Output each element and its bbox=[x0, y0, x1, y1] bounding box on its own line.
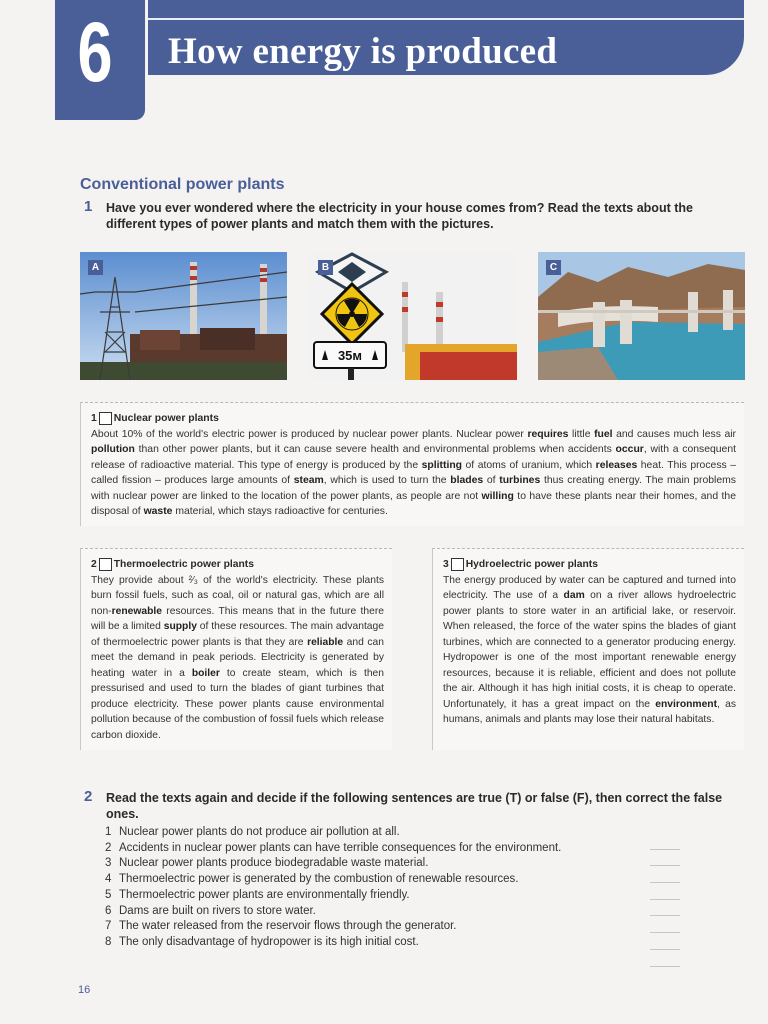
statement-item bbox=[105, 904, 561, 920]
hydro-text-1: The energy produced by water can be captured and turned into electricity. The use of a bbox=[443, 574, 736, 601]
statement-text: Dams are built on rivers to store water. bbox=[119, 904, 316, 917]
statement-item bbox=[105, 888, 561, 904]
nuclear-keyword-6: releases bbox=[595, 459, 638, 471]
thermo-text-2: resources. This means that in the future there will be a limited bbox=[91, 605, 384, 632]
thermo-text-3: of these resources. The main advantage of thermoelectric power plants is that they are bbox=[91, 621, 384, 648]
nuclear-text-9: of bbox=[483, 475, 500, 486]
sign-text: 35м bbox=[337, 348, 363, 363]
nuclear-text-2: little bbox=[568, 428, 595, 440]
thermo-keyword-3: reliable bbox=[307, 636, 344, 648]
hydro-text-2: on a river allows hydroelectric power plants to store water in an artificial lake, or reservoir. When released, the force of the water spins the blades of giant turbines, which are connected to a generator producing energy. Hydropower is one of the most important renewable energy resources, because it is reliable, efficient and does not pollute the air. Although it has high initial costs, it is cheap to operate. Unfortunately, it has a great impact on the bbox=[443, 590, 736, 710]
statement-list bbox=[105, 825, 561, 951]
hydro-number: 3 bbox=[443, 559, 449, 570]
answer-line[interactable] bbox=[650, 850, 680, 867]
hydro-body bbox=[443, 573, 736, 728]
nuclear-title-row bbox=[91, 411, 736, 427]
nuclear-text-12: material, which stays radioactive for centuries. bbox=[172, 506, 388, 517]
statement-number: 2 bbox=[105, 841, 112, 854]
nuclear-answer-checkbox[interactable] bbox=[99, 412, 112, 425]
statement-number: 8 bbox=[105, 935, 112, 948]
page-number: 16 bbox=[78, 984, 91, 996]
statement-item bbox=[105, 919, 561, 935]
picture-c-label: C bbox=[546, 260, 561, 275]
nuclear-text-1: About 10% of the world's electric power is produced by nuclear power plants. Nuclear power bbox=[91, 428, 528, 440]
text-thermoelectric-power-plants bbox=[80, 548, 392, 750]
nuclear-keyword-7: steam bbox=[293, 475, 324, 486]
thermo-number: 2 bbox=[91, 559, 97, 570]
answer-line[interactable] bbox=[650, 883, 680, 900]
nuclear-keyword-10: willing bbox=[481, 490, 514, 502]
picture-b-label: B bbox=[318, 260, 333, 275]
nuclear-title: Nuclear power plants bbox=[113, 413, 219, 424]
hydroelectric-dam-icon bbox=[538, 252, 745, 380]
nuclear-text-6: of atoms of uranium, which bbox=[462, 459, 596, 471]
statement-item bbox=[105, 935, 561, 951]
statement-text: The water released from the reservoir flows through the generator. bbox=[119, 920, 457, 933]
answer-line[interactable] bbox=[650, 933, 680, 950]
nuclear-text-11: to have these plants near their homes, and the disposal of bbox=[91, 490, 736, 517]
hydro-answer-checkbox[interactable] bbox=[451, 558, 464, 571]
thermo-keyword-2: supply bbox=[163, 621, 197, 632]
statement-number: 3 bbox=[105, 857, 112, 870]
statement-number: 6 bbox=[105, 904, 112, 917]
nuclear-text-10: thus creating energy. The main problems with nuclear power are linked to the location of the power plants, as people are not bbox=[91, 475, 736, 502]
text-hydroelectric-power-plants bbox=[432, 548, 744, 750]
thermo-text-5: to create steam, which is then pressurised and used to turn the blades of giant turbines that produce electricity. These power plants cause environmental pollution because of the combustion of fossil fuels which release carbon dioxide. bbox=[91, 667, 384, 741]
nuclear-text-7: heat. This process – called fission – produces large amounts of bbox=[91, 459, 736, 486]
statement-text: The only disadvantage of hydropower is its high initial cost. bbox=[119, 935, 419, 948]
thermo-text-1: They provide about ²⁄₃ of the world's electricity. These plants burn fossil fuels, such as coal, oil or natural gas, which are all non- bbox=[91, 574, 384, 617]
nuclear-keyword-4: occur bbox=[615, 444, 644, 455]
picture-a bbox=[80, 252, 287, 380]
answer-line[interactable] bbox=[650, 950, 680, 967]
statement-text: Accidents in nuclear power plants can have terrible consequences for the environment. bbox=[119, 841, 562, 854]
nuclear-keyword-2: fuel bbox=[594, 428, 613, 440]
nuclear-keyword-11: waste bbox=[143, 506, 173, 517]
hydro-title: Hydroelectric power plants bbox=[465, 559, 598, 570]
hydro-keyword-2: environment bbox=[655, 698, 718, 710]
answer-line[interactable] bbox=[650, 900, 680, 917]
thermo-text-4: and can meet the demand in peak periods. Electricity is generated by heating water in a bbox=[91, 636, 384, 679]
nuclear-sign-chimneys-icon bbox=[310, 252, 517, 380]
nuclear-keyword-8: blades bbox=[450, 475, 484, 486]
statement-number: 7 bbox=[105, 920, 112, 933]
answer-line[interactable] bbox=[650, 833, 680, 850]
hydro-keyword-1: dam bbox=[563, 590, 585, 601]
statement-item bbox=[105, 856, 561, 872]
statement-number: 4 bbox=[105, 873, 112, 886]
statement-number: 5 bbox=[105, 888, 112, 901]
text-nuclear-power-plants bbox=[80, 402, 744, 526]
exercise-1-instruction: Have you ever wondered where the electricity in your house comes from? Read the texts about the different types of power plants and match them with the pictures. bbox=[106, 201, 693, 231]
nuclear-text-4: than other power plants, but it can cause severe health and environmental problems when accidents bbox=[134, 444, 616, 455]
nuclear-keyword-9: turbines bbox=[499, 475, 541, 486]
nuclear-text-8: , which is used to turn the bbox=[323, 475, 451, 486]
answer-line[interactable] bbox=[650, 866, 680, 883]
thermo-keyword-4: boiler bbox=[191, 667, 220, 679]
statement-item bbox=[105, 872, 561, 888]
statement-text: Nuclear power plants produce biodegradable waste material. bbox=[119, 857, 429, 870]
hydro-text-3: , as humans, animals and plants may lose their natural habitats. bbox=[443, 698, 736, 725]
exercise-1-number: 1 bbox=[84, 198, 93, 215]
picture-b bbox=[310, 252, 517, 380]
exercise-2-instruction: Read the texts again and decide if the following sentences are true (T) or false (F), then correct the false ones. bbox=[106, 791, 723, 821]
statement-number: 1 bbox=[105, 826, 112, 838]
exercise-2-number: 2 bbox=[84, 788, 93, 805]
section-heading: Conventional power plants bbox=[80, 176, 285, 193]
nuclear-keyword-3: pollution bbox=[91, 444, 135, 455]
nuclear-keyword-5: splitting bbox=[421, 459, 463, 471]
statement-item bbox=[105, 825, 561, 841]
nuclear-text-5: , with a consequent release of radioactive material. This type of energy is produced by the bbox=[91, 444, 736, 471]
nuclear-keyword-1: requires bbox=[527, 428, 569, 440]
picture-c bbox=[538, 252, 745, 380]
page-title: How energy is produced bbox=[168, 31, 558, 72]
thermo-body bbox=[91, 573, 384, 744]
picture-a-label: A bbox=[88, 260, 103, 275]
thermo-answer-checkbox[interactable] bbox=[99, 558, 112, 571]
statement-text: Thermoelectric power is generated by the combustion of renewable resources. bbox=[119, 873, 519, 886]
thermo-title-row bbox=[91, 557, 384, 573]
nuclear-number: 1 bbox=[91, 413, 97, 424]
thermo-title: Thermoelectric power plants bbox=[113, 559, 254, 570]
answer-lines bbox=[650, 833, 680, 967]
power-plant-pylon-icon bbox=[80, 252, 287, 380]
nuclear-text-3: and causes much less air bbox=[612, 428, 736, 440]
statement-text: Thermoelectric power plants are environmentally friendly. bbox=[119, 888, 410, 901]
nuclear-body bbox=[91, 427, 736, 520]
statement-item bbox=[105, 841, 561, 857]
hydro-title-row bbox=[443, 557, 736, 573]
chapter-number: 6 bbox=[77, 5, 113, 99]
statement-text: Nuclear power plants do not produce air pollution at all. bbox=[119, 826, 400, 838]
answer-line[interactable] bbox=[650, 916, 680, 933]
thermo-keyword-1: renewable bbox=[111, 605, 162, 617]
